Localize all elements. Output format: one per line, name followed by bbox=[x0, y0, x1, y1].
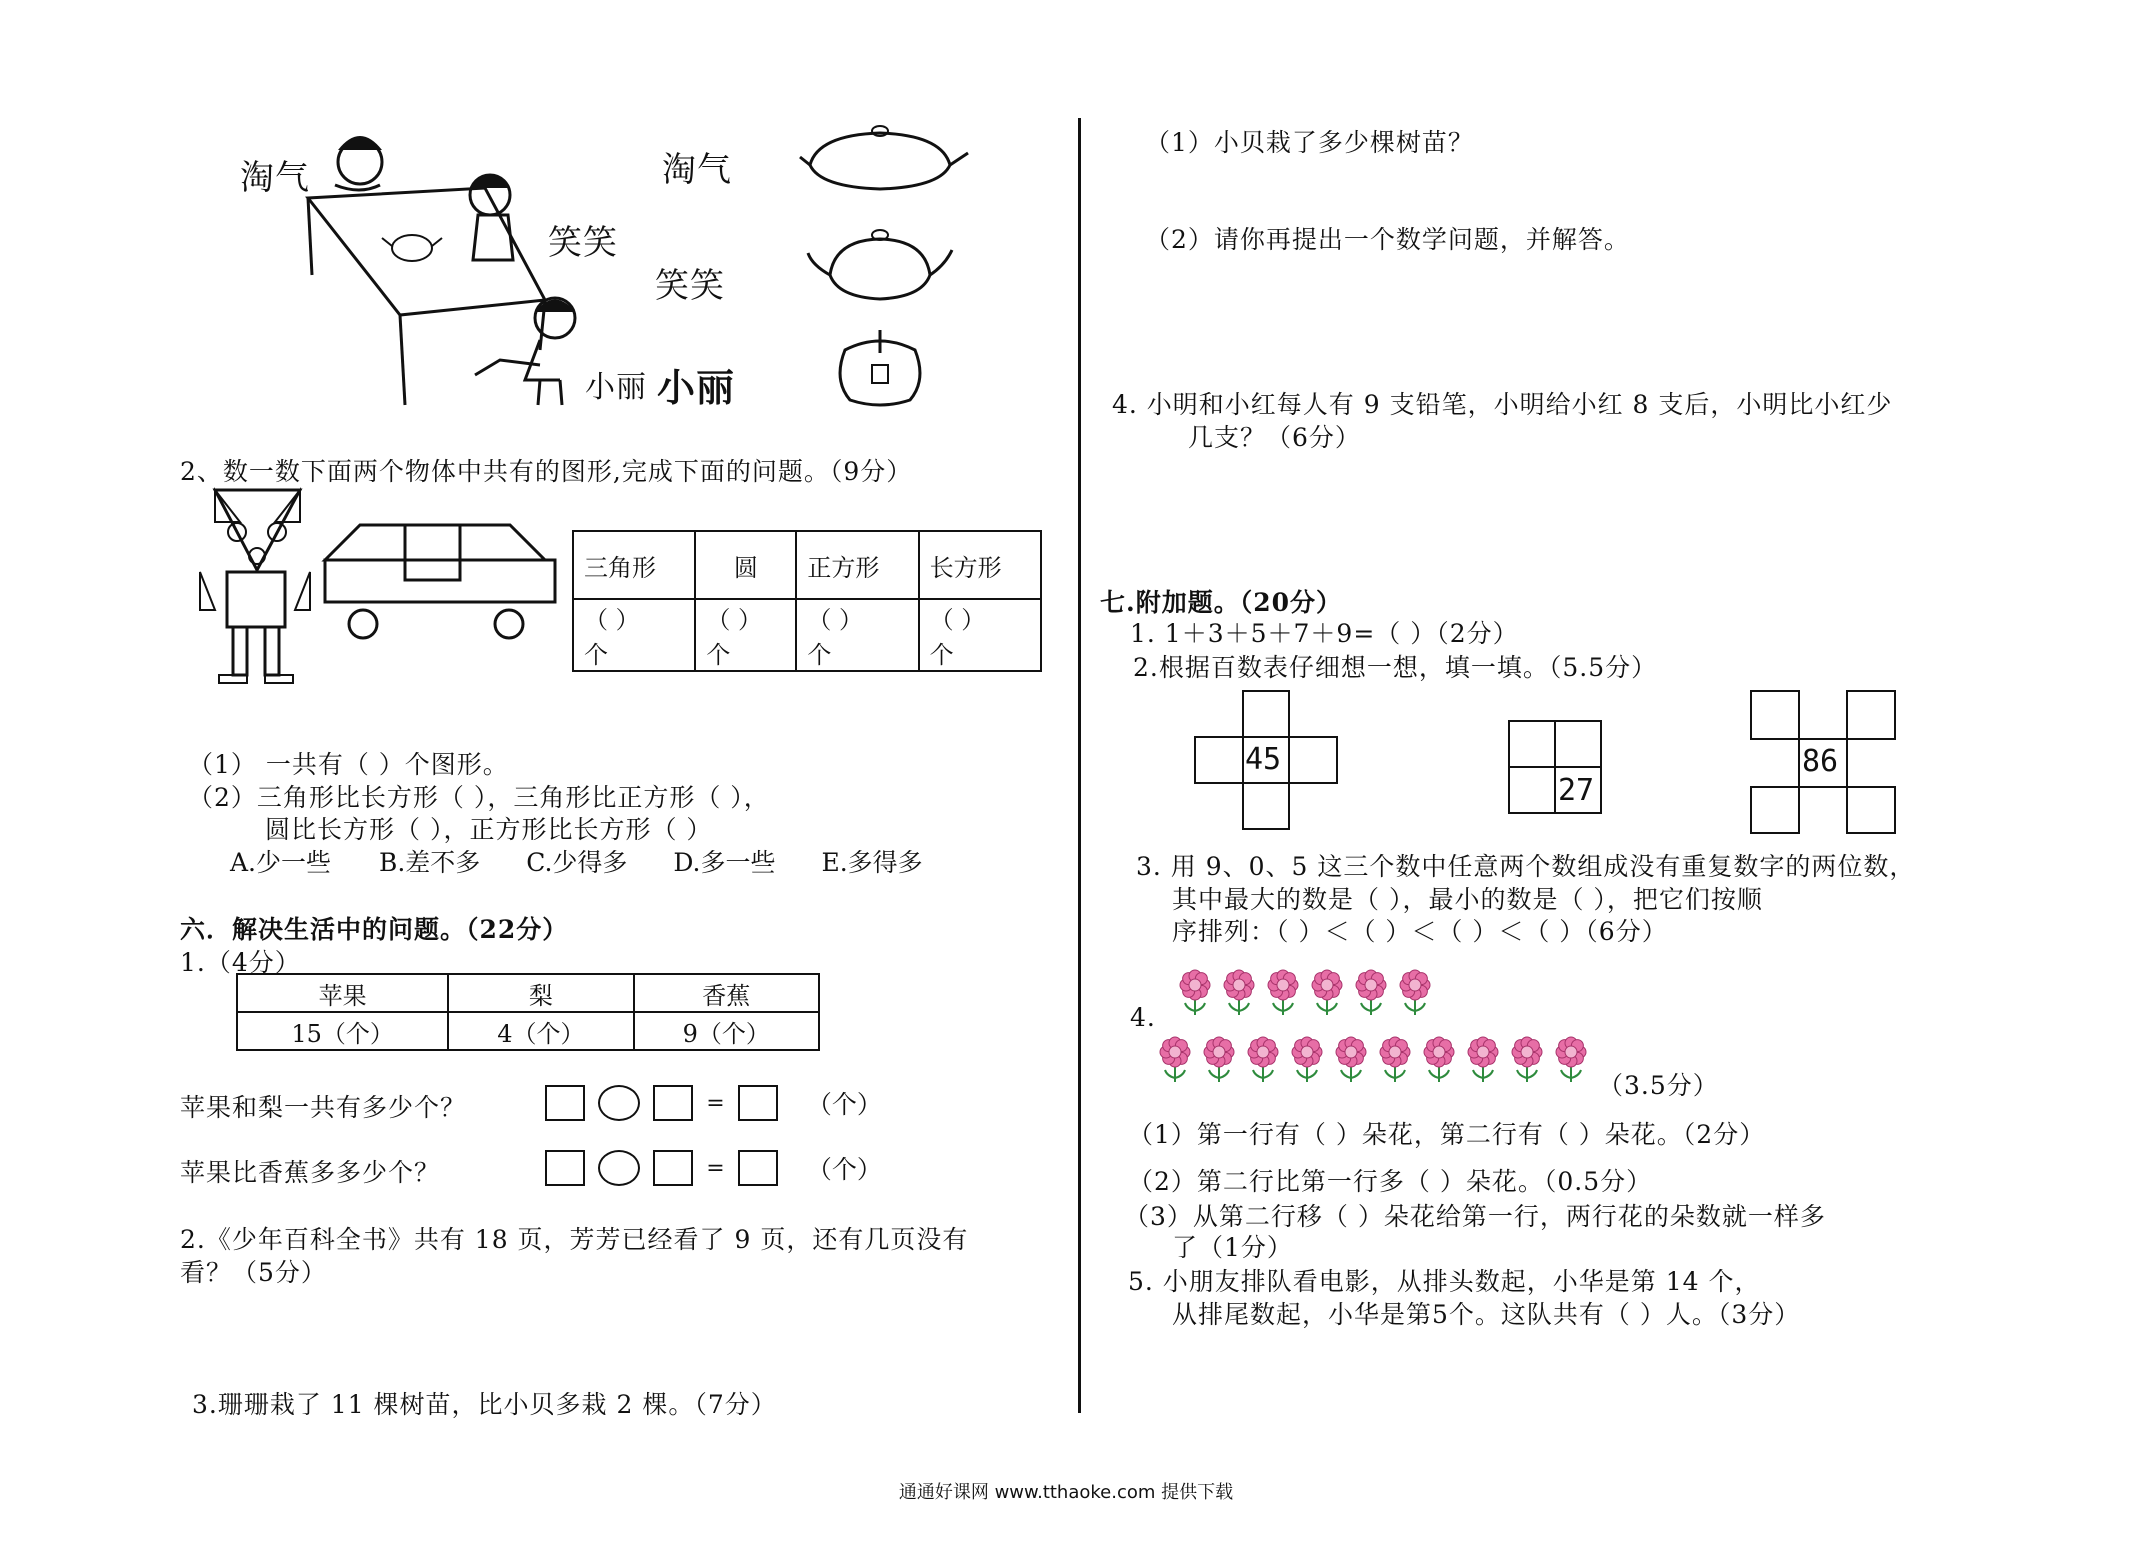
sec7-s5-line1: 5. 小朋友排队看电影，从排头数起，小华是第 14 个， bbox=[1128, 1267, 1761, 1296]
flower-icon bbox=[1424, 1037, 1454, 1082]
q2-sub1: （1） 一共有（ ）个图形。 bbox=[188, 750, 509, 779]
flower-icon bbox=[1512, 1037, 1542, 1082]
option-d: D.多一些 bbox=[673, 848, 776, 877]
answer-cell-rectangle[interactable]: （ ） 个 bbox=[919, 599, 1041, 671]
sec7-s3-line3: 序排列：（ ）＜（ ）＜（ ）＜（ ）（6分） bbox=[1172, 917, 1668, 946]
flowers-drawing bbox=[1150, 960, 1610, 1080]
sec7-s4-q3b: 了（1分） bbox=[1172, 1233, 1293, 1262]
option-c: C.少得多 bbox=[526, 848, 628, 877]
result-box[interactable] bbox=[738, 1150, 778, 1186]
sec7-s4-q1: （1）第一行有（ ）朵花，第二行有（ ）朵花。（2分） bbox=[1128, 1120, 1766, 1149]
flower-icon bbox=[1248, 1037, 1278, 1082]
flower-icon bbox=[1336, 1037, 1366, 1082]
result-box[interactable] bbox=[738, 1085, 778, 1121]
sec7-s2: 2.根据百数表仔细想一想，填一填。（5.5分） bbox=[1133, 653, 1658, 682]
grid-number-45: 45 bbox=[1245, 742, 1282, 777]
answer-cell-triangle[interactable]: （ ） 个 bbox=[573, 599, 695, 671]
q2-sub2a: （2）三角形比长方形（ ），三角形比正方形（ ）， bbox=[188, 783, 770, 812]
fruit-header-pear: 梨 bbox=[448, 974, 633, 1012]
label-xiaoxiao-right: 笑笑 bbox=[655, 266, 725, 306]
sec6-q3: 3.珊珊栽了 11 棵树苗，比小贝多栽 2 棵。（7分） bbox=[192, 1390, 777, 1419]
header-square: 正方形 bbox=[796, 531, 918, 599]
flower-icon bbox=[1268, 970, 1298, 1015]
grid-number-27: 27 bbox=[1558, 773, 1595, 808]
right-q4-line2: 几支？（6分） bbox=[1188, 423, 1361, 452]
answer-box[interactable] bbox=[653, 1085, 693, 1121]
footer-credit: 通通好课网 www.tthaoke.com 提供下载 bbox=[898, 1482, 1234, 1503]
sec7-s5-line2: 从排尾数起，小华是第5个。这队共有（ ）人。（3分） bbox=[1172, 1300, 1801, 1329]
option-a: A.少一些 bbox=[230, 848, 332, 877]
fox-and-car-drawing bbox=[195, 490, 595, 700]
sec7-s4-label: 4. bbox=[1130, 1003, 1156, 1032]
header-triangle: 三角形 bbox=[573, 531, 695, 599]
label-xiaoli-right: 小丽 bbox=[657, 366, 736, 410]
sec6-ask1: 苹果和梨一共有多少个？ bbox=[180, 1093, 467, 1122]
flower-icon bbox=[1160, 1037, 1190, 1082]
right-r1: （1）小贝栽了多少棵树苗？ bbox=[1145, 128, 1474, 157]
fruit-value-apple: 15（个） bbox=[237, 1012, 448, 1050]
q2-sub2b: 圆比长方形（ ），正方形比长方形（ ） bbox=[265, 815, 713, 844]
right-q4-line1: 4. 小明和小红每人有 9 支铅笔，小明给小红 8 支后，小明比小红少 bbox=[1112, 390, 1893, 419]
section-7-title: 七.附加题。（20分） bbox=[1100, 588, 1342, 617]
flower-icon bbox=[1292, 1037, 1322, 1082]
flower-icon bbox=[1400, 970, 1430, 1015]
column-divider bbox=[1078, 118, 1081, 1413]
equals-sign: = bbox=[706, 1090, 725, 1116]
fruit-value-banana: 9（个） bbox=[634, 1012, 819, 1050]
sec7-s3-line1: 3. 用 9、0、5 这三个数中任意两个数组成没有重复数字的两位数， bbox=[1136, 852, 1916, 881]
unit-label: （个） bbox=[806, 1090, 882, 1119]
flower-icon bbox=[1180, 970, 1210, 1015]
q2-options bbox=[230, 843, 923, 879]
teapots-drawing bbox=[800, 125, 1000, 425]
answer-cell-square[interactable]: （ ） 个 bbox=[796, 599, 918, 671]
flower-icon bbox=[1380, 1037, 1410, 1082]
header-rectangle: 长方形 bbox=[919, 531, 1041, 599]
fruit-value-pear: 4（个） bbox=[448, 1012, 633, 1050]
answer-box[interactable] bbox=[545, 1150, 585, 1186]
equation-row-1 bbox=[545, 1085, 882, 1121]
sec7-s3-line2: 其中最大的数是（ ），最小的数是（ ），把它们按顺 bbox=[1172, 885, 1763, 914]
label-taoqi: 淘气 bbox=[240, 158, 310, 198]
sec6-q1-label: 1.（4分） bbox=[180, 948, 301, 977]
sec7-s4-q2: （2）第二行比第一行多（ ）朵花。（0.5分） bbox=[1128, 1167, 1653, 1196]
right-r2: （2）请你再提出一个数学问题，并解答。 bbox=[1145, 225, 1630, 254]
flower-icon bbox=[1204, 1037, 1234, 1082]
q2-title: 2、数一数下面两个物体中共有的图形,完成下面的问题。（9分） bbox=[180, 457, 913, 486]
equation-row-2 bbox=[545, 1150, 882, 1186]
label-taoqi-right: 淘气 bbox=[662, 150, 732, 190]
flower-icon bbox=[1556, 1037, 1586, 1082]
answer-box[interactable] bbox=[545, 1085, 585, 1121]
label-xiaoli: 小丽 bbox=[585, 370, 647, 405]
sec6-q2-line2: 看？（5分） bbox=[180, 1258, 327, 1287]
grid-number-86: 86 bbox=[1802, 744, 1839, 779]
label-xiaoxiao: 笑笑 bbox=[548, 223, 618, 263]
header-circle: 圆 bbox=[695, 531, 796, 599]
unit-label: （个） bbox=[806, 1155, 882, 1184]
equals-sign: = bbox=[706, 1155, 725, 1181]
sec6-q2-line1: 2.《少年百科全书》共有 18 页，芳芳已经看了 9 页，还有几页没有 bbox=[180, 1225, 969, 1254]
sec7-s1: 1. 1＋3＋5＋7＋9=（ ）（2分） bbox=[1130, 619, 1519, 648]
flower-icon bbox=[1356, 970, 1386, 1015]
sec7-s4-q3a: （3）从第二行移（ ）朵花给第一行，两行花的朵数就一样多 bbox=[1124, 1202, 1826, 1231]
flower-icon bbox=[1224, 970, 1254, 1015]
flower-icon bbox=[1468, 1037, 1498, 1082]
answer-box[interactable] bbox=[653, 1150, 693, 1186]
section-6-title: 六．解决生活中的问题。（22分） bbox=[180, 915, 569, 944]
operator-circle[interactable] bbox=[598, 1150, 640, 1186]
fruit-table bbox=[236, 973, 820, 1051]
sec6-ask2: 苹果比香蕉多多少个？ bbox=[180, 1158, 441, 1187]
flower-icon bbox=[1312, 970, 1342, 1015]
option-b: B.差不多 bbox=[378, 848, 481, 877]
fruit-header-apple: 苹果 bbox=[237, 974, 448, 1012]
shape-count-table bbox=[572, 530, 1042, 672]
operator-circle[interactable] bbox=[598, 1085, 640, 1121]
sec7-s4-points: （3.5分） bbox=[1598, 1071, 1719, 1100]
fruit-header-banana: 香蕉 bbox=[634, 974, 819, 1012]
option-e: E.多得多 bbox=[821, 848, 923, 877]
answer-cell-circle[interactable]: （ ） 个 bbox=[695, 599, 796, 671]
